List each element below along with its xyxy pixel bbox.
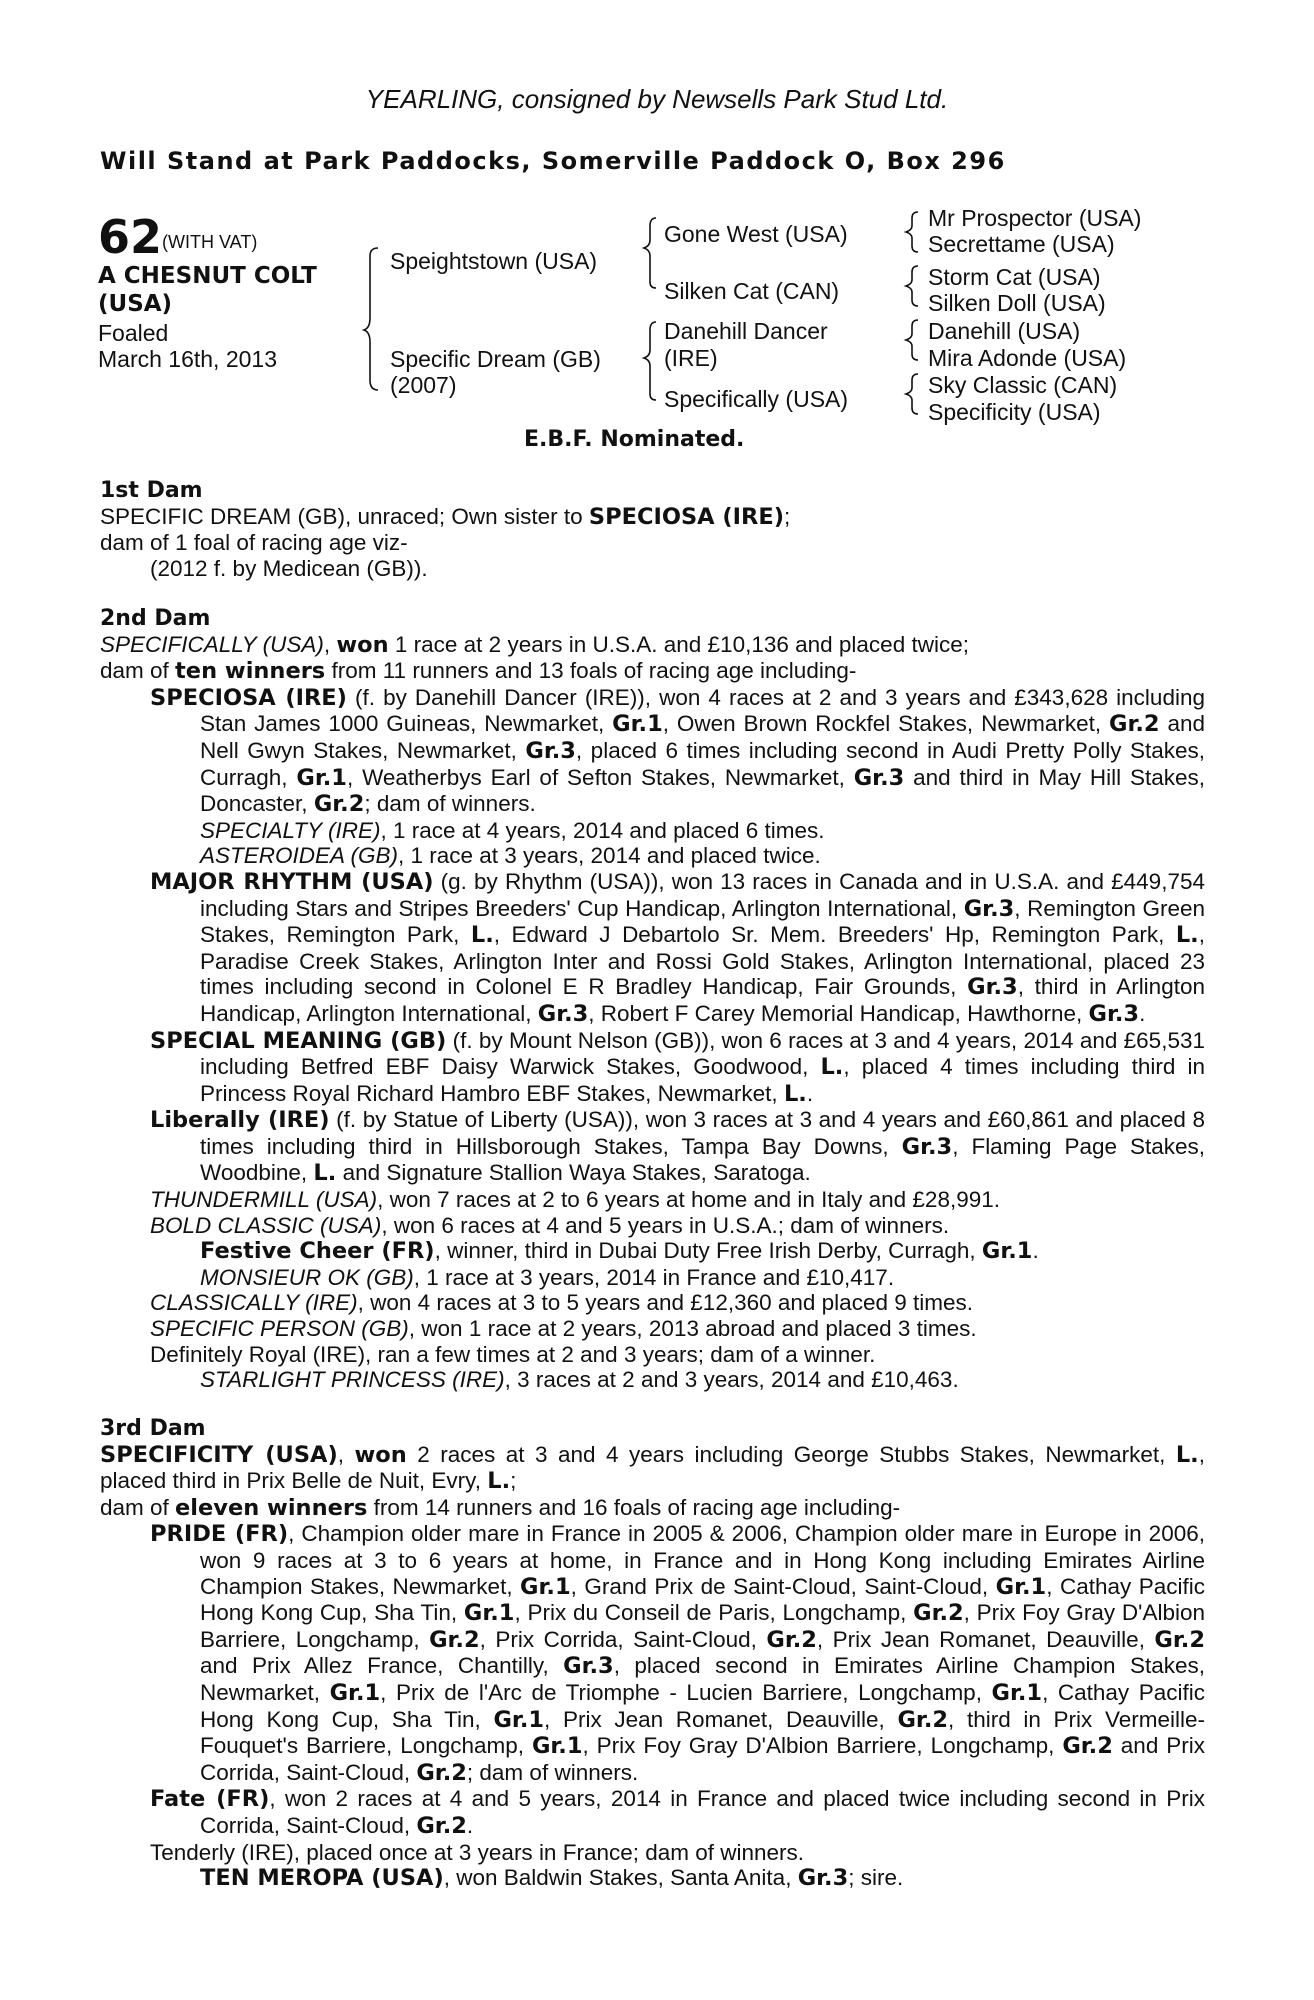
grade: Gr.3 [563,1653,614,1680]
race-record: , won 1 race at 2 years, 2013 abroad and placed 3 times. [408,1316,977,1342]
first-dam-line [100,504,1205,531]
third-dam-section [100,1416,1205,1892]
race-record: (f. by Danehill Dancer (IRE)), won 4 races at 2 and 3 years and £343,628 including Stan James 1000 Guineas, Newmarket, [200,684,1205,737]
produce-thundermill [100,1187,1205,1213]
race-record: , Prix Foy Gray D'Albion Barriere, Longchamp, [200,1600,1206,1652]
second-dam-intro [100,632,1205,659]
grade: Gr.3 [901,1133,953,1160]
race-record: and Prix Allez France, Chantilly, [200,1653,564,1679]
produce-asteroidea [100,843,1205,869]
foaled-date: March 16th, 2013 [98,346,278,372]
consignment-line: YEARLING, consigned by Newsells Park Stud Ltd. [365,84,949,114]
second-dam-name: SPECIFICALLY (USA) [100,631,324,657]
race-record: , won Baldwin Stakes, Santa Anita, [443,1865,798,1891]
race-record: , third in Prix Vermeille-Fouquet's Barriere, Longchamp, [200,1706,1205,1759]
grade: Gr.1 [991,1679,1043,1706]
pedigree-sire: Speightstown (USA) [390,248,598,274]
second-dam-heading: 2nd Dam [100,606,211,631]
race-record: . [1032,1238,1039,1264]
foaled-label: Foaled [98,320,169,346]
race-record: (f. by Statue of Liberty (USA)), won 3 races at 3 and 4 years and £60,861 and placed 8 times including third in Hillsborough Stakes, Tampa Bay Downs, [200,1107,1205,1159]
horse-name: Liberally (IRE) [150,1107,330,1134]
grade: L. [487,1468,511,1495]
horse-name: Festive Cheer (FR) [200,1238,435,1265]
race-record: , Prix Jean Romanet, Deauville, [816,1626,1155,1652]
grade: Gr.1 [493,1706,545,1733]
horse-name: PRIDE (FR) [150,1521,289,1548]
race-record: , Robert F Carey Memorial Handicap, Hawthorne, [588,1000,1089,1026]
pedigree-sire-dam: Silken Cat (CAN) [664,278,840,304]
ebf-nominated: E.B.F. Nominated. [524,427,745,452]
race-record: , Prix du Conseil de Paris, Longchamp, [514,1600,914,1626]
grade: Gr.1 [329,1679,381,1706]
horse-name: TEN MEROPA (USA) [200,1865,444,1892]
grade: Gr.2 [897,1706,949,1733]
race-record: , Weatherbys Earl of Sefton Stakes, Newmarket, [346,764,854,790]
pedigree-dam-dam: Specifically (USA) [664,386,849,412]
dam-of: dam of [100,1494,176,1520]
race-record: and Prix Corrida, Saint-Cloud, [200,1733,1205,1785]
race-record: , Owen Brown Rockfel Stakes, Newmarket, [662,711,1109,737]
pedigree-sire-sire: Gone West (USA) [664,221,848,247]
race-record: and Signature Stallion Waya Stakes, Saratoga. [336,1160,811,1186]
race-record: , 1 race at 3 years, 2014 and placed twice. [397,843,821,869]
second-dam-record: 1 race at 2 years in U.S.A. and £10,136 and placed twice; [388,631,969,657]
sep: , [323,631,337,657]
race-record: , Flaming Page Stakes, Woodbine, [200,1133,1206,1186]
grade: Gr.2 [1062,1733,1113,1760]
horse-name: BOLD CLASSIC (USA) [150,1212,382,1238]
produce-major-rhythm [100,869,1205,1028]
produce-tenderly: Tenderly (IRE), placed once at 3 years in France; dam of winners. [150,1839,805,1865]
horse-name: SPECIFIC PERSON (GB) [150,1316,409,1342]
grade: L. [470,922,494,949]
race-record: , won 2 races at 4 and 5 years, 2014 in France and placed twice including second in Prix Corrida, Saint-Cloud, [200,1786,1205,1838]
horse-name: SPECIOSA (IRE) [150,684,347,711]
grade: Gr.2 [1109,711,1160,738]
produce-specialty [100,818,1205,844]
first-dam-text: SPECIFIC DREAM (GB), unraced; Own sister to [100,503,589,529]
race-record: , placed 6 times including second in Audi Pretty Polly Stakes, Curragh, [200,737,1206,790]
grade: Gr.2 [429,1626,480,1653]
race-record: , placed third in Prix Belle de Nuit, Evry, [100,1441,1205,1494]
produce-classically [100,1290,1205,1316]
first-dam-sister: SPECIOSA (IRE) [588,503,785,530]
produce-starlight-princess [100,1367,1205,1393]
produce-specific-person [100,1316,1205,1342]
horse-name: MONSIEUR OK (GB) [200,1264,414,1290]
grade: L. [783,1080,807,1107]
grade: Gr.1 [995,1573,1047,1600]
third-dam-intro [100,1442,1205,1495]
race-record: ; dam of winners. [466,1759,639,1785]
race-record: , third in Arlington Handicap, Arlington International, [200,974,1205,1026]
sep: , [337,1441,355,1467]
first-dam-section [100,478,1205,581]
pedigree-gg-3: Storm Cat (USA) [928,264,1101,290]
race-record: , Paradise Creek Stakes, Arlington Inter and Rossi Gold Stakes, Arlington International, placed 23 times including second in Colonel E R Bradley Handicap, Fair Grounds, [200,922,1205,1000]
grade: L. [820,1054,844,1081]
grade: Gr.1 [463,1600,515,1627]
lot-number: 62 [98,210,163,264]
race-record: , winner, third in Dubai Duty Free Irish Derby, Curragh, [434,1238,982,1264]
lot-description: A CHESNUT COLT [98,263,317,289]
race-record: , Prix de l'Arc de Triomphe - Lucien Barriere, Longchamp, [380,1679,992,1705]
grade: Gr.1 [296,764,347,791]
third-dam-produce [100,1495,1205,1522]
pedigree-dam-sire: Danehill Dancer [664,318,828,344]
produce-liberally [100,1107,1205,1187]
grade: L. [313,1160,337,1187]
third-dam-name: SPECIFICITY (USA) [100,1441,338,1468]
first-dam-punct: ; [784,503,791,529]
grade: Gr.2 [1154,1626,1205,1653]
produce-festive-cheer [100,1238,1205,1265]
race-record: . [806,1080,814,1106]
horse-name: THUNDERMILL (USA) [150,1187,378,1213]
grade: Gr.1 [981,1238,1033,1265]
grade: Gr.2 [416,1812,467,1839]
horse-name: ASTEROIDEA (GB) [200,843,398,869]
race-record: , Cathay Pacific Hong Kong Cup, Sha Tin, [200,1679,1205,1732]
won-label: won [354,1441,407,1468]
horse-name: STARLIGHT PRINCESS (IRE) [200,1367,505,1393]
produce-summary: from 11 runners and 13 foals of racing age including- [325,658,857,684]
grade: Gr.3 [525,737,576,764]
produce-definitely-royal: Definitely Royal (IRE), ran a few times at 2 and 3 years; dam of a winner. [150,1341,876,1367]
race-record: , placed 4 times including third in Princess Royal Richard Hambro EBF Stakes, Newmarket, [200,1054,1205,1106]
winners-count: ten winners [175,658,326,685]
race-record: , Cathay Pacific Hong Kong Cup, Sha Tin, [200,1573,1205,1626]
race-record: ; [510,1468,517,1494]
race-record: (g. by Rhythm (USA)), won 13 races in Canada and in U.S.A. and £449,754 including Stars and Stripes Breeders' Cup Handicap, Arlington International, [200,868,1205,921]
grade: Gr.1 [612,711,663,738]
race-record: , Edward J Debartolo Sr. Mem. Breeders' Hp, Remington Park, [493,922,1176,948]
horse-name: SPECIALTY (IRE) [200,817,381,843]
stand-location: Will Stand at Park Paddocks, Somerville Paddock O, Box 296 [100,147,1006,175]
pedigree-dam-year: (2007) [390,372,457,398]
lot-description-country: (USA) [98,291,173,317]
produce-ten-meropa [100,1865,1205,1892]
first-dam-foals: dam of 1 foal of racing age viz- [100,530,408,556]
grade: Gr.3 [537,1000,589,1027]
produce-bold-classic [100,1213,1205,1239]
race-record: , won 4 races at 3 to 5 years and £12,360 and placed 9 times. [357,1290,973,1316]
pedigree-dam: Specific Dream (GB) [390,346,601,372]
winners-count: eleven winners [175,1494,368,1521]
race-record: ; sire. [848,1865,904,1891]
produce-summary: from 14 runners and 16 foals of racing age including- [367,1494,901,1520]
grade: Gr.2 [913,1600,964,1627]
race-record: , Champion older mare in France in 2005 & 2006, Champion older mare in Europe in 2006, won 9 races at 3 to 6 years at home, in France and in Hong Kong including Emirates Airline Champion Stakes, Newmarket, [200,1521,1205,1599]
grade: L. [1175,1441,1199,1468]
race-record: , 1 race at 4 years, 2014 and placed 6 times. [380,817,825,843]
pedigree-gg-5: Danehill (USA) [928,318,1081,344]
pedigree-gg-8: Specificity (USA) [928,399,1101,425]
third-dam-heading: 3rd Dam [100,1416,206,1441]
horse-name: SPECIAL MEANING (GB) [150,1027,447,1054]
pedigree-gg-1: Mr Prospector (USA) [928,205,1142,231]
produce-speciosa [100,685,1205,818]
grade: Gr.2 [416,1759,467,1786]
race-record: , Remington Green Stakes, Remington Park, [200,895,1205,948]
grade: Gr.3 [967,974,1018,1001]
pedigree-gg-6: Mira Adonde (USA) [928,345,1127,371]
race-record: . [466,1812,474,1838]
grade: L. [1175,922,1199,949]
grade: Gr.2 [766,1626,817,1653]
race-record: , Prix Foy Gray D'Albion Barriere, Longchamp, [582,1733,1063,1759]
race-record: , won 6 races at 4 and 5 years in U.S.A.; dam of winners. [381,1212,950,1238]
race-record: . [1139,1000,1146,1026]
grade: Gr.1 [531,1733,583,1760]
dam-of: dam of [100,658,176,684]
grade: Gr.2 [313,791,365,818]
race-record: , 1 race at 3 years, 2014 in France and £10,417. [413,1264,895,1290]
race-record: , Grand Prix de Saint-Cloud, Saint-Cloud, [570,1573,996,1599]
grade: Gr.3 [1088,1000,1140,1027]
pedigree-gg-4: Silken Doll (USA) [928,290,1106,316]
race-record: , Prix Corrida, Saint-Cloud, [479,1626,767,1652]
first-dam-heading: 1st Dam [100,478,203,503]
produce-special-meaning [100,1028,1205,1108]
pedigree-gg-2: Secrettame (USA) [928,231,1115,257]
pedigree-gg-7: Sky Classic (CAN) [928,372,1118,398]
produce-monsieur-ok [100,1265,1205,1291]
race-record: and Nell Gwyn Stakes, Newmarket, [200,711,1205,763]
horse-name: CLASSICALLY (IRE) [150,1290,358,1316]
grade: Gr.1 [520,1573,571,1600]
second-dam-produce [100,658,1205,685]
second-dam-section [100,606,1205,1393]
race-record: , won 7 races at 2 to 6 years at home and in Italy and £28,991. [377,1187,1001,1213]
horse-name: MAJOR RHYTHM (USA) [150,868,434,895]
horse-name: Fate (FR) [150,1786,270,1813]
race-record: and third in May Hill Stakes, Doncaster, [200,764,1206,817]
race-record: , Prix Jean Romanet, Deauville, [544,1706,898,1732]
vat-label: (WITH VAT) [162,232,258,252]
race-record: (f. by Mount Nelson (GB)), won 6 races at 3 and 4 years, 2014 and £65,531 including Betfred EBF Daisy Warwick Stakes, Goodwood, [200,1027,1205,1080]
race-record: ; dam of winners. [364,791,536,817]
pedigree-dam-sire-country: (IRE) [664,345,718,371]
won-label: won [336,631,389,658]
produce-pride [100,1521,1205,1786]
grade: Gr.3 [797,1865,849,1892]
first-dam-foal-item: (2012 f. by Medicean (GB)). [150,555,428,581]
race-record: 2 races at 3 and 4 years including George Stubbs Stakes, Newmarket, [406,1441,1176,1467]
grade: Gr.3 [853,764,905,791]
race-record: , 3 races at 2 and 3 years, 2014 and £10,463. [504,1367,959,1393]
produce-fate [100,1786,1205,1839]
grade: Gr.3 [963,895,1015,922]
race-record: , placed second in Emirates Airline Champion Stakes, Newmarket, [200,1653,1206,1705]
